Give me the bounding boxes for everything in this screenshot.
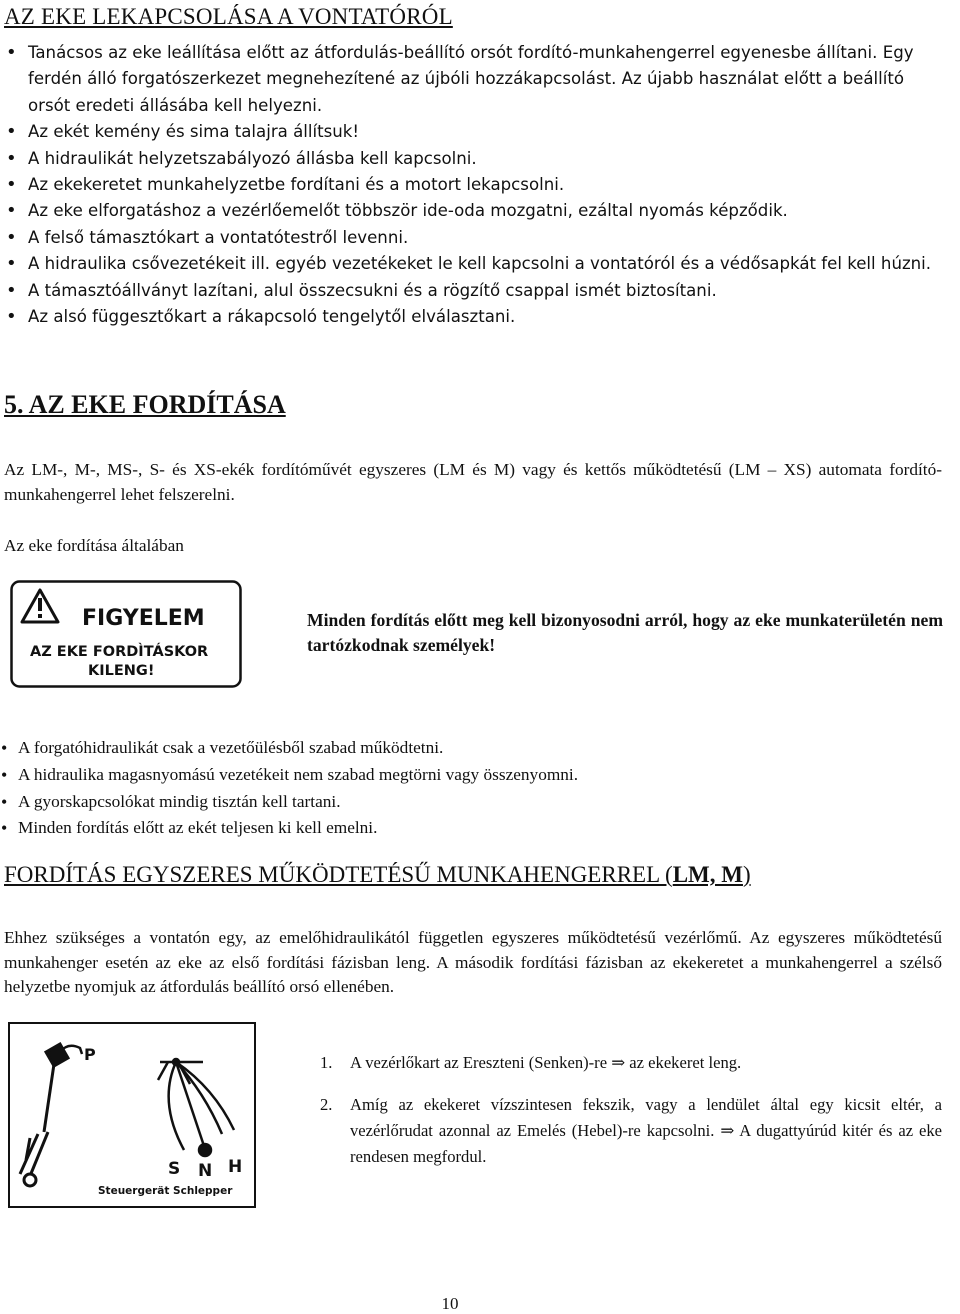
section-title-single-acting bbox=[4, 862, 751, 888]
position-label-s: S bbox=[168, 1159, 181, 1179]
position-label-h: H bbox=[228, 1157, 243, 1177]
list-item: • A hidraulikát helyzetszabályozó állásba kell kapcsolni. bbox=[4, 146, 944, 172]
turning-intro-paragraph: Az LM-, M-, MS-, S- és XS-ekék fordítóművét egyszeres (LM és M) vagy és kettős működtetésű (LM – XS) automata fordító-munkahengerrel lehet felszerelni. bbox=[4, 460, 942, 504]
section-title-detach: AZ EKE LEKAPCSOLÁSA A VONTATÓRÓL bbox=[4, 4, 453, 29]
list-item: • Az ekekeretet munkahelyzetbe fordítani és a motort lekapcsolni. bbox=[4, 172, 944, 198]
title-bold: LM, M bbox=[672, 862, 743, 887]
operation-steps bbox=[320, 1050, 942, 1186]
warning-line: AZ EKE FORDÌTÁSKOR bbox=[30, 644, 209, 660]
section-title-turning: 5. AZ EKE FORDÍTÁSA bbox=[4, 390, 286, 419]
list-item: • Tanácsos az eke leállítása előtt az átfordulás-beállító orsót fordító-munkahengerrel egyenesbe állítani. Egy ferdén álló forgatószerkezet megnehezítené az újbóli hozzákapcsolást. Az újabb használat előtt a beállító orsót eredeti állásába kell helyezni. bbox=[4, 40, 944, 119]
list-item: • A forgatóhidraulikát csak a vezetőülésből szabad működtetni. bbox=[0, 735, 578, 762]
list-item: • Az ekét kemény és sima talajra állítsuk! bbox=[4, 119, 944, 145]
warning-text: Minden fordítás előtt meg kell bizonyosodni arról, hogy az eke munkaterületén nem tartózkodnak személyek! bbox=[307, 610, 943, 655]
step-item: 2. Amíg az ekekeret vízszintesen fekszik, vagy a lendület által egy kicsit eltér, a vezérlőrudat azonnal az Emelés (Hebel)-re kapcsolni. ⇒ A dugattyúrúd kitér és az eke rendesen megfordul. bbox=[320, 1092, 942, 1170]
control-valve-diagram bbox=[8, 1022, 256, 1208]
warning-heading: FIGYELEM bbox=[82, 606, 205, 631]
list-item: • A támasztóállványt lazítani, alul összecsukni és a rögzítő csappal ismét biztosítani. bbox=[4, 278, 944, 304]
warning-line: KILENG! bbox=[88, 663, 155, 679]
list-item: • A hidraulika csővezetékeit ill. egyéb vezetékeket le kell kapcsolni a vontatóról és a védősapkát fel kell húzni. bbox=[4, 251, 944, 277]
warning-sign-image bbox=[10, 580, 242, 688]
list-item: • A felső támasztókart a vontatótestről levenni. bbox=[4, 225, 944, 251]
title-suffix: ) bbox=[742, 862, 751, 887]
arrow-icon: ⇒ bbox=[611, 1053, 626, 1072]
list-item: • Az eke elforgatáshoz a vezérlőemelőt többször ide-oda mozgatni, ezáltal nyomás képződik. bbox=[4, 198, 944, 224]
step-number: 1. bbox=[320, 1053, 333, 1072]
list-item: • Minden fordítás előtt az ekét teljesen ki kell emelni. bbox=[0, 815, 578, 842]
arrow-icon: ⇒ bbox=[720, 1121, 735, 1140]
position-label-n: N bbox=[198, 1161, 213, 1181]
single-acting-paragraph: Ehhez szükséges a vontatón egy, az emelőhidraulikától független egyszeres működtetésű vezérlőmű. Az egyszeres működtetésű munkahenger esetén az eke az első fordítási fázisban leng. A második fordítási fázisban az ekekeretet a munkahengerrel a szélső helyzetbe nyomjuk az átfordulás beállító orsó ellenében. bbox=[4, 928, 942, 997]
list-item: • A gyorskapcsolókat mindig tisztán kell tartani. bbox=[0, 789, 578, 816]
diagram-caption: Steuergerät Schlepper bbox=[98, 1185, 233, 1197]
step-number: 2. bbox=[320, 1095, 333, 1114]
turning-subtitle: Az eke fordítása általában bbox=[4, 536, 184, 555]
turning-rules-list bbox=[0, 735, 578, 842]
detach-instructions-list bbox=[4, 40, 944, 330]
title-prefix: FORDÍTÁS EGYSZERES MŰKÖDTETÉSŰ MUNKAHENGERREL ( bbox=[4, 862, 673, 887]
step-item: 1. A vezérlőkart az Ereszteni (Senken)-re ⇒ az ekekeret leng. bbox=[320, 1050, 942, 1076]
list-item: • A hidraulika magasnyomású vezetékeit nem szabad megtörni vagy összenyomni. bbox=[0, 762, 578, 789]
page-number: 10 bbox=[441, 1294, 459, 1313]
port-label-p: P bbox=[84, 1045, 96, 1064]
list-item: • Az alsó függesztőkart a rákapcsoló tengelytől elválasztani. bbox=[4, 304, 944, 330]
